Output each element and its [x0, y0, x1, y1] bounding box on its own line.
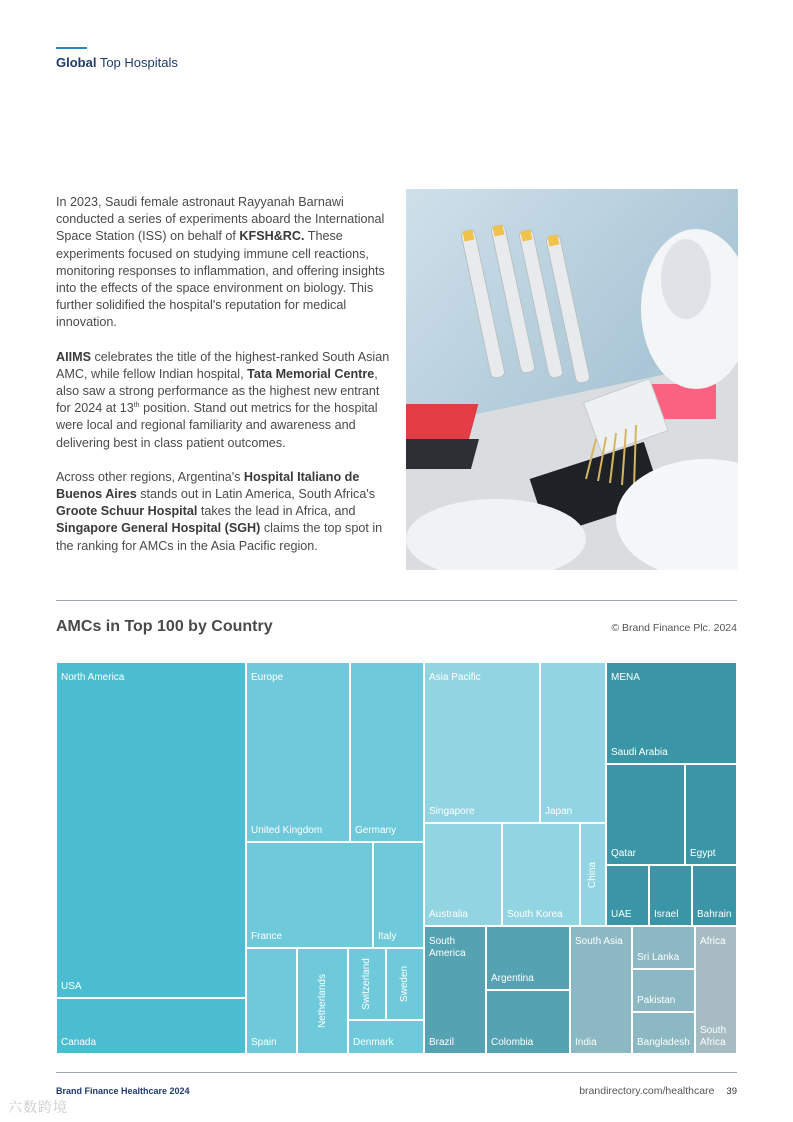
- country-label-saudi-arabia: Saudi Arabia: [611, 747, 668, 758]
- amcs-treemap: [56, 662, 737, 1054]
- p2-text-3: position. Stand out metrics for the hospital were local and regional familiarity and awareness and delivering best in class patient outcomes.: [56, 401, 378, 450]
- cell-japan: [540, 662, 606, 823]
- country-label-spain: Spain: [251, 1037, 277, 1048]
- section-title-bold: Global: [56, 55, 97, 70]
- header-accent-line: [56, 47, 87, 49]
- region-label-mena: MENA: [611, 672, 640, 683]
- p3-text: Across other regions, Argentina's: [56, 469, 244, 484]
- chart-copyright: © Brand Finance Plc. 2024: [611, 622, 737, 634]
- watermark: 六数跨境: [8, 1099, 68, 1115]
- region-label-asia-pacific: Asia Pacific: [429, 672, 481, 683]
- cell-sri-lanka: [632, 926, 695, 969]
- cell-argentina: [486, 926, 570, 990]
- country-label-bahrain: Bahrain: [697, 909, 732, 920]
- cell-singapore: [424, 662, 540, 823]
- country-label-usa: USA: [61, 981, 82, 992]
- country-label-italy: Italy: [378, 931, 397, 942]
- country-label-qatar: Qatar: [611, 848, 637, 859]
- country-label-france: France: [251, 931, 283, 942]
- region-label-europe: Europe: [251, 672, 284, 683]
- p3-text-2: stands out in Latin America, South Africa's: [136, 487, 376, 502]
- country-label-sri-lanka: Sri Lanka: [637, 952, 680, 963]
- country-label-switzerland: Switzerland: [361, 958, 372, 1010]
- p3-bold: Hospital Italiano de Buenos Aires: [56, 469, 360, 502]
- country-label-singapore: Singapore: [429, 806, 475, 817]
- footer-publication: Brand Finance Healthcare 2024: [56, 1086, 190, 1096]
- p2-text: celebrates the title of the highest-ranked South Asian AMC, while fellow Indian hospital,: [56, 349, 390, 381]
- country-label-israel: Israel: [654, 909, 679, 920]
- cell-denmark: [348, 1020, 424, 1054]
- country-label-egypt: Egypt: [690, 848, 716, 859]
- p2-bold: AIIMS: [56, 349, 91, 364]
- region-label-south-america: South America: [429, 936, 466, 959]
- cell-spain: [246, 948, 297, 1054]
- section-title: [56, 55, 178, 70]
- country-label-denmark: Denmark: [353, 1037, 394, 1048]
- p3-text-4: claims the top spot in the ranking for AMCs in the Asia Pacific region.: [56, 521, 383, 553]
- cell-netherlands: [297, 948, 348, 1054]
- country-label-argentina: Argentina: [491, 973, 534, 984]
- body-text: [56, 194, 392, 572]
- p1-text: In 2023, Saudi female astronaut Rayyanah Barnawi conducted a series of experiments aboard the International Space Station (ISS) on behalf of: [56, 195, 385, 244]
- region-label-south-asia: South Asia: [575, 936, 623, 947]
- country-label-japan: Japan: [545, 806, 573, 817]
- cell-switzerland: [348, 948, 386, 1020]
- chart-heading: AMCs in Top 100 by Country: [56, 618, 273, 635]
- p2-bold-2: Tata Memorial Centre: [247, 366, 375, 381]
- cell-saudi-arabia: [606, 662, 737, 764]
- cell-south-africa: [695, 926, 737, 1054]
- cell-sweden: [386, 948, 424, 1020]
- cell-usa: [56, 662, 246, 998]
- cell-bahrain: [692, 865, 737, 926]
- cell-united-kingdom: [246, 662, 350, 842]
- cell-qatar: [606, 764, 685, 865]
- cell-colombia: [486, 990, 570, 1054]
- country-label-china: China: [587, 861, 598, 888]
- region-label-north-america: North America: [61, 672, 125, 683]
- country-label-brazil: Brazil: [429, 1037, 455, 1048]
- region-label-africa: Africa: [700, 936, 726, 947]
- cell-pakistan: [632, 969, 695, 1012]
- p2-sup: th: [133, 402, 140, 410]
- country-label-canada: Canada: [61, 1037, 97, 1048]
- cell-bangladesh: [632, 1012, 695, 1054]
- footer-right: [579, 1085, 737, 1097]
- country-label-uae: UAE: [611, 909, 632, 920]
- country-label-pakistan: Pakistan: [637, 995, 676, 1006]
- paragraph-regions: [56, 469, 392, 555]
- p2-text-2: , also saw a strong performance as the highest new entrant for 2024 at 13: [56, 366, 380, 416]
- p3-bold-2: Groote Schuur Hospital: [56, 504, 198, 519]
- lab-pipette-illustration: [406, 189, 738, 570]
- country-label-colombia: Colombia: [491, 1037, 534, 1048]
- country-label-germany: Germany: [355, 825, 397, 836]
- cell-china: [580, 823, 606, 926]
- country-label-sweden: Sweden: [399, 965, 410, 1003]
- cell-uae: [606, 865, 649, 926]
- p3-text-3: takes the lead in Africa, and: [197, 504, 356, 519]
- cell-germany: [350, 662, 424, 842]
- country-label-india: India: [575, 1037, 597, 1048]
- cell-brazil: [424, 926, 486, 1054]
- cell-australia: [424, 823, 502, 926]
- paragraph-aiims: [56, 349, 392, 452]
- paragraph-iss: [56, 194, 392, 332]
- p3-bold-3: Singapore General Hospital (SGH): [56, 521, 261, 536]
- country-label-united-kingdom: United Kingdom: [251, 825, 323, 836]
- cell-canada: [56, 998, 246, 1054]
- cell-india: [570, 926, 632, 1054]
- country-label-south-korea: South Korea: [507, 909, 563, 920]
- page-number: 39: [726, 1086, 737, 1097]
- footer-url[interactable]: brandirectory.com/healthcare: [579, 1085, 715, 1097]
- p1-text-2: These experiments focused on studying immune cell reactions, monitoring responses to inflammation, and offering insights into the effects of the space environment on biology. This further solidified the hospital's reputation for medical innovation.: [56, 229, 385, 330]
- footer-divider: [56, 1072, 737, 1073]
- country-label-australia: Australia: [429, 909, 468, 920]
- section-title-rest: Top Hospitals: [96, 55, 178, 70]
- cell-italy: [373, 842, 424, 948]
- country-label-netherlands: Netherlands: [316, 974, 328, 1028]
- country-label-bangladesh: Bangladesh: [637, 1037, 690, 1048]
- cell-egypt: [685, 764, 737, 865]
- country-label-south-africa: South Africa: [700, 1025, 727, 1048]
- cell-south-korea: [502, 823, 580, 926]
- p1-bold: KFSH&RC.: [239, 229, 305, 244]
- lab-photo: [406, 189, 738, 570]
- chart-top-divider: [56, 600, 737, 601]
- cell-israel: [649, 865, 692, 926]
- cell-france: [246, 842, 373, 948]
